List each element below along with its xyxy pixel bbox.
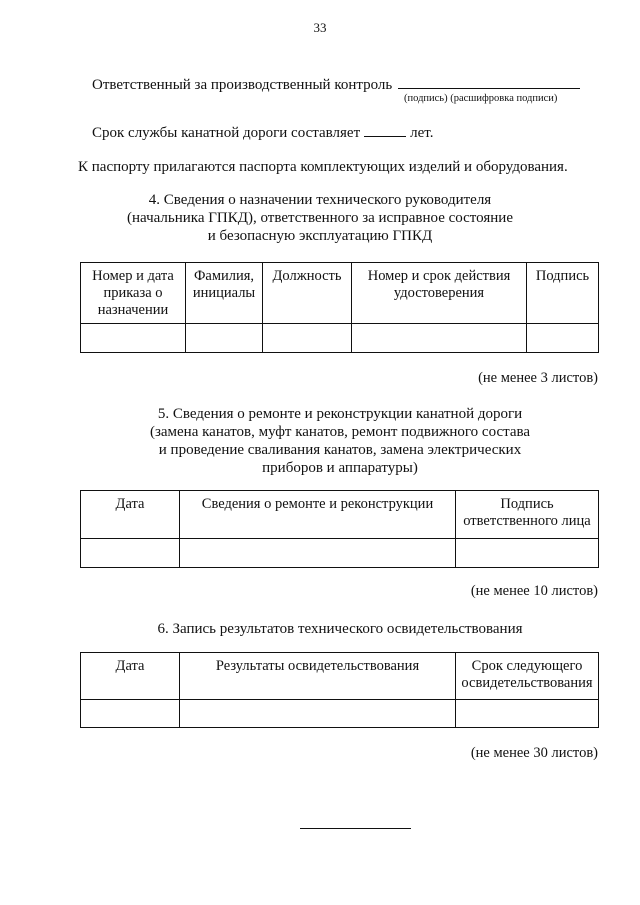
- section4-heading-line: (начальника ГПКД), ответственного за исправное состояние: [127, 210, 513, 226]
- years-blank: [364, 122, 406, 137]
- section6-heading-line: 6. Запись результатов технического освидетельствования: [157, 621, 523, 637]
- section6-table: [80, 652, 599, 728]
- section4-heading-line: и безопасную эксплуатацию ГПКД: [207, 228, 433, 244]
- table-cell[interactable]: [180, 700, 456, 728]
- col-repair-info: Сведения о ремонте и реконструкции: [180, 491, 456, 539]
- table-cell[interactable]: [456, 700, 599, 728]
- section4-heading-line: 4. Сведения о назначении технического руководителя: [148, 192, 492, 208]
- service-life-suffix: лет.: [410, 125, 434, 141]
- col-surname-initials: Фамилия, инициалы: [186, 263, 263, 324]
- col-certificate: Номер и срок действия удостоверения: [352, 263, 527, 324]
- section4-heading: [0, 191, 640, 245]
- section4-note: (не менее 3 листов): [478, 370, 598, 386]
- table-header-row: [81, 263, 599, 324]
- table-cell[interactable]: [186, 324, 263, 353]
- section5-heading-line: 5. Сведения о ремонте и реконструкции канатной дороги: [157, 406, 523, 422]
- attachments-text: К паспорту прилагаются паспорта комплектующих изделий и оборудования.: [78, 159, 568, 175]
- table-cell[interactable]: [527, 324, 599, 353]
- signature-caption: (подпись) (расшифровка подписи): [404, 93, 558, 104]
- table-cell[interactable]: [263, 324, 352, 353]
- section6-note: (не менее 30 листов): [470, 745, 598, 761]
- col-date: Дата: [81, 653, 180, 700]
- table-cell[interactable]: [81, 324, 186, 353]
- col-position: Должность: [263, 263, 352, 324]
- table-header-row: [81, 491, 599, 539]
- responsible-label: Ответственный за производственный контроль: [92, 77, 393, 93]
- end-divider: [300, 828, 411, 829]
- table-cell[interactable]: [81, 539, 180, 568]
- section6-heading: [20, 620, 640, 638]
- table-cell[interactable]: [352, 324, 527, 353]
- table-row: [81, 324, 599, 353]
- table-cell[interactable]: [180, 539, 456, 568]
- responsible-line: [92, 74, 580, 94]
- section5-note: (не менее 10 листов): [470, 583, 598, 599]
- col-inspection-results: Результаты освидетельствования: [180, 653, 456, 700]
- section4-table: [80, 262, 599, 353]
- page-number: 33: [313, 20, 327, 35]
- col-next-inspection: Срок следующего освидетельствования: [456, 653, 599, 700]
- service-life-prefix: Срок службы канатной дороги составляет: [92, 125, 361, 141]
- service-life-line: [92, 122, 433, 142]
- table-cell[interactable]: [456, 539, 599, 568]
- col-responsible-signature: Подпись ответственного лица: [456, 491, 599, 539]
- section5-heading: [20, 405, 640, 477]
- table-row: [81, 539, 599, 568]
- section5-heading-line: и проведение сваливания канатов, замена электрических: [158, 442, 522, 458]
- table-cell[interactable]: [81, 700, 180, 728]
- section5-table: [80, 490, 599, 568]
- table-header-row: [81, 653, 599, 700]
- section5-heading-line: (замена канатов, муфт канатов, ремонт подвижного состава: [149, 424, 531, 440]
- table-row: [81, 700, 599, 728]
- col-date: Дата: [81, 491, 180, 539]
- col-signature: Подпись: [527, 263, 599, 324]
- col-order-number-date: Номер и дата приказа о назначении: [81, 263, 186, 324]
- signature-blank: [398, 74, 580, 89]
- section5-heading-line: приборов и аппаратуры): [262, 460, 418, 476]
